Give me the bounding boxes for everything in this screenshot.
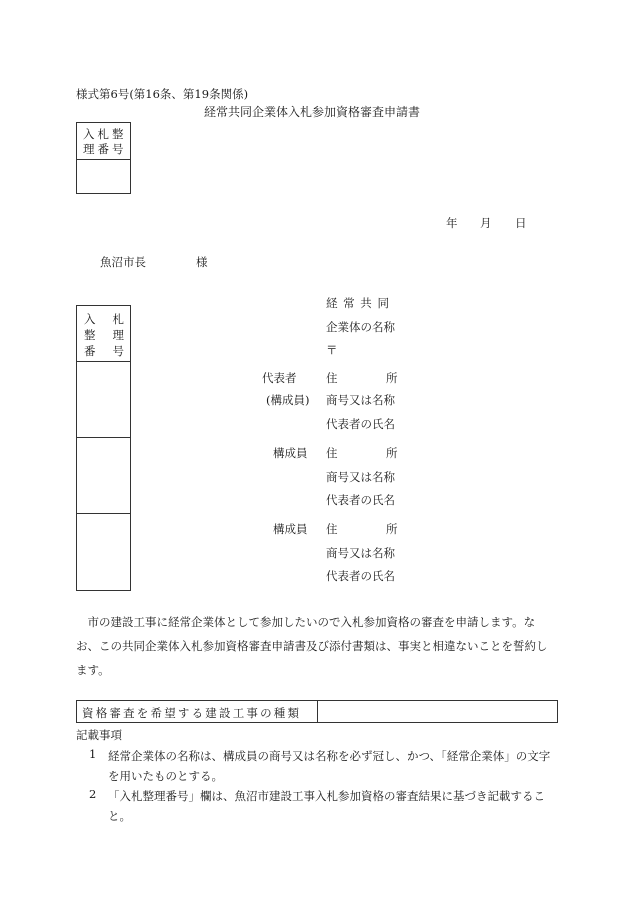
representative-address-label-b: 所: [386, 371, 398, 385]
member1-role: 構成員: [273, 446, 308, 460]
addressee-name: 魚沼市長: [100, 255, 146, 269]
member1-address-label-a: 住: [326, 446, 338, 460]
member2-address-label-a: 住: [326, 522, 338, 536]
member2-address-label-b: 所: [386, 522, 398, 536]
note1-text: 経常企業体の名称は、構成員の商号又は名称を必ず冠し、かつ、「経常企業体」の文字を用いたものとする。: [108, 749, 551, 783]
left-box-row1: 入 札: [84, 312, 124, 326]
representative-company-label: 商号又は名称: [326, 393, 395, 407]
entry-number-label-line2: 理番号: [83, 142, 127, 156]
jv-name-label-line2: 企業体の名称: [326, 320, 395, 334]
jv-name-label-line1: 経 常 共 同: [326, 296, 390, 310]
note1-number: 1: [89, 747, 97, 761]
entry-number-field[interactable]: [77, 160, 130, 193]
entry-number-label-line1: 入札整: [83, 127, 127, 141]
member2-role: 構成員: [273, 522, 308, 536]
member1-rep-label: 代表者の氏名: [326, 493, 395, 507]
work-type-table: [76, 700, 558, 723]
notes-heading: 記載事項: [76, 728, 122, 742]
representative-entry-number-field[interactable]: [77, 362, 130, 437]
member1-company-label: 商号又は名称: [326, 470, 395, 484]
representative-rep-label: 代表者の氏名: [326, 417, 395, 431]
member-entry-number-box: [76, 305, 131, 591]
entry-number-box: [76, 122, 131, 194]
addressee-honorific: 様: [196, 255, 208, 269]
date-year-label: 年: [446, 216, 458, 230]
form-number: 様式第6号(第16条、第19条関係): [76, 87, 249, 101]
declaration-paragraph: 市の建設工事に経常企業体として参加したいので入札参加資格の審査を申請します。なお、この共同企業体入札参加資格審査申請書及び添付書類は、事実と相違ないことを誓約します。: [76, 615, 548, 677]
left-box-row2: 整 理: [84, 328, 124, 342]
note2-number: 2: [89, 787, 97, 801]
date-day-label: 日: [515, 216, 527, 230]
representative-role: 代表者: [262, 371, 297, 385]
member2-entry-number-field[interactable]: [77, 514, 130, 590]
member1-address-label-b: 所: [386, 446, 398, 460]
member2-rep-label: 代表者の氏名: [326, 569, 395, 583]
document-title: 経常共同企業体入札参加資格審査申請書: [204, 105, 421, 119]
member2-company-label: 商号又は名称: [326, 546, 395, 560]
left-box-row3: 番 号: [84, 344, 124, 358]
date-month-label: 月: [480, 216, 492, 230]
representative-address-label-a: 住: [326, 371, 338, 385]
work-type-label: 資格審査を希望する建設工事の種類: [82, 706, 302, 720]
note2-text: 「入札整理番号」欄は、魚沼市建設工事入札参加資格の審査結果に基づき記載すること。: [108, 789, 545, 823]
representative-role-sub: (構成員): [266, 393, 310, 407]
postal-mark: 〒: [326, 343, 338, 357]
member1-entry-number-field[interactable]: [77, 438, 130, 513]
